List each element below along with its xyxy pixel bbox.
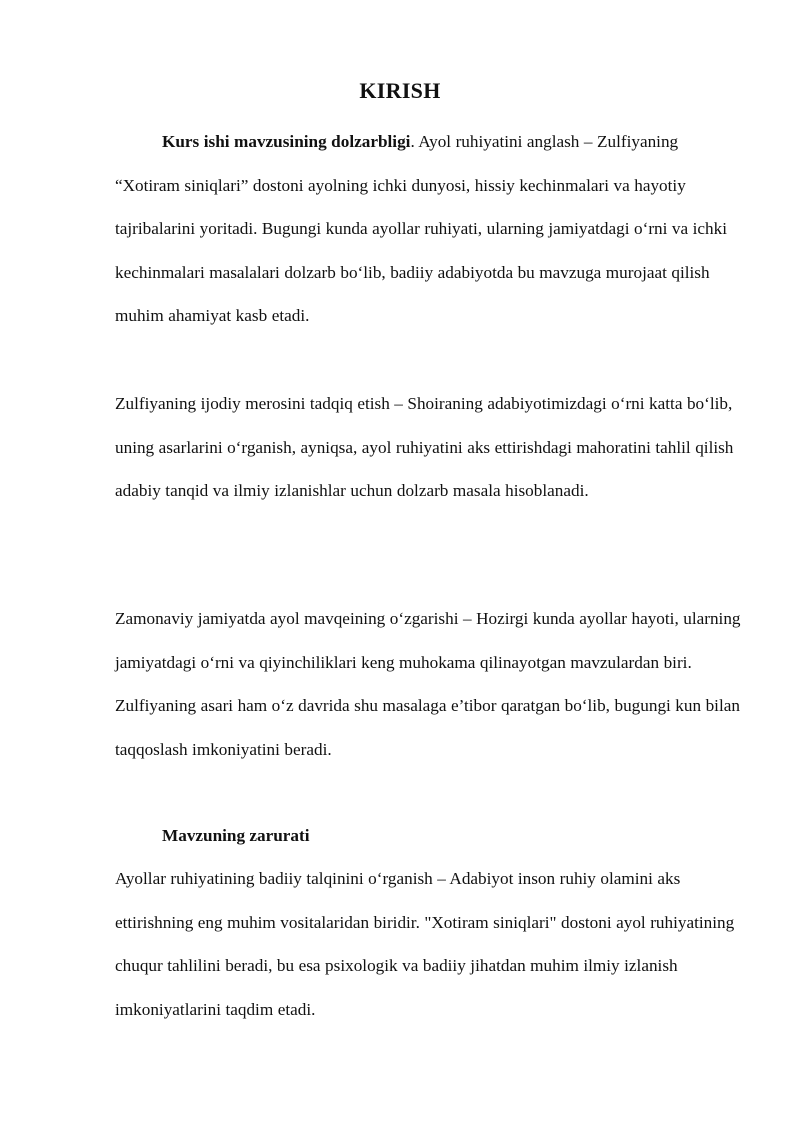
- paragraph-modern-society: Zamonaviy jamiyatda ayol mavqeining o‘zgarishi – Hozirgi kunda ayollar hayoti, ularning jamiyatdagi o‘rni va qiyinchiliklari keng muhokama qilinayotgan mavzulardan biri. Zulfiyaning asari ham o‘z davrida shu masalaga e’tibor qaratgan bo‘lib, bugungi kun bilan taqqoslash imkoniyatini beradi.: [115, 609, 741, 759]
- paragraph-heritage: Zulfiyaning ijodiy merosini tadqiq etish – Shoiraning adabiyotimizdagi o‘rni katta bo‘lib, uning asarlarini o‘rganish, ayniqsa, ayol ruhiyatini aks ettirishdagi mahoratini tahlil qilish adabiy tanqid va ilmiy izlanishlar uchun dolzarb masala hisoblanadi.: [115, 394, 734, 500]
- paragraph-necessity: Ayollar ruhiyatining badiiy talqinini o‘rganish – Adabiyot inson ruhiy olamini aks ettirishning eng muhim vositalaridan biridir. "Xotiram siniqlari" dostoni ayol ruhiyatining chuqur tahlilini beradi, bu esa psixologik va badiiy jihatdan muhim ilmiy izlanish imkoniyatlarini taqdim etadi.: [115, 869, 735, 1019]
- relevance-lead: Kurs ishi mavzusining dolzarbligi: [162, 132, 411, 151]
- relevance-text: . Ayol ruhiyatini anglash – Zulfiyaning “Xotiram siniqlari” dostoni ayolning ichki dunyosi, hissiy kechinmalari va hayotiy tajribalarini yoritadi. Bugungi kunda ayollar ruhiyati, ularning jamiyatdagi o‘rni va ichki kechinmalari masalalari dolzarb bo‘lib, badiiy adabiyotda bu mavzuga murojaat qilish muhim ahamiyat kasb etadi.: [115, 132, 727, 325]
- paragraph-relevance: [115, 120, 747, 338]
- section-subheading: Mavzuning zarurati: [162, 826, 310, 845]
- page-title: KIRISH: [359, 78, 441, 103]
